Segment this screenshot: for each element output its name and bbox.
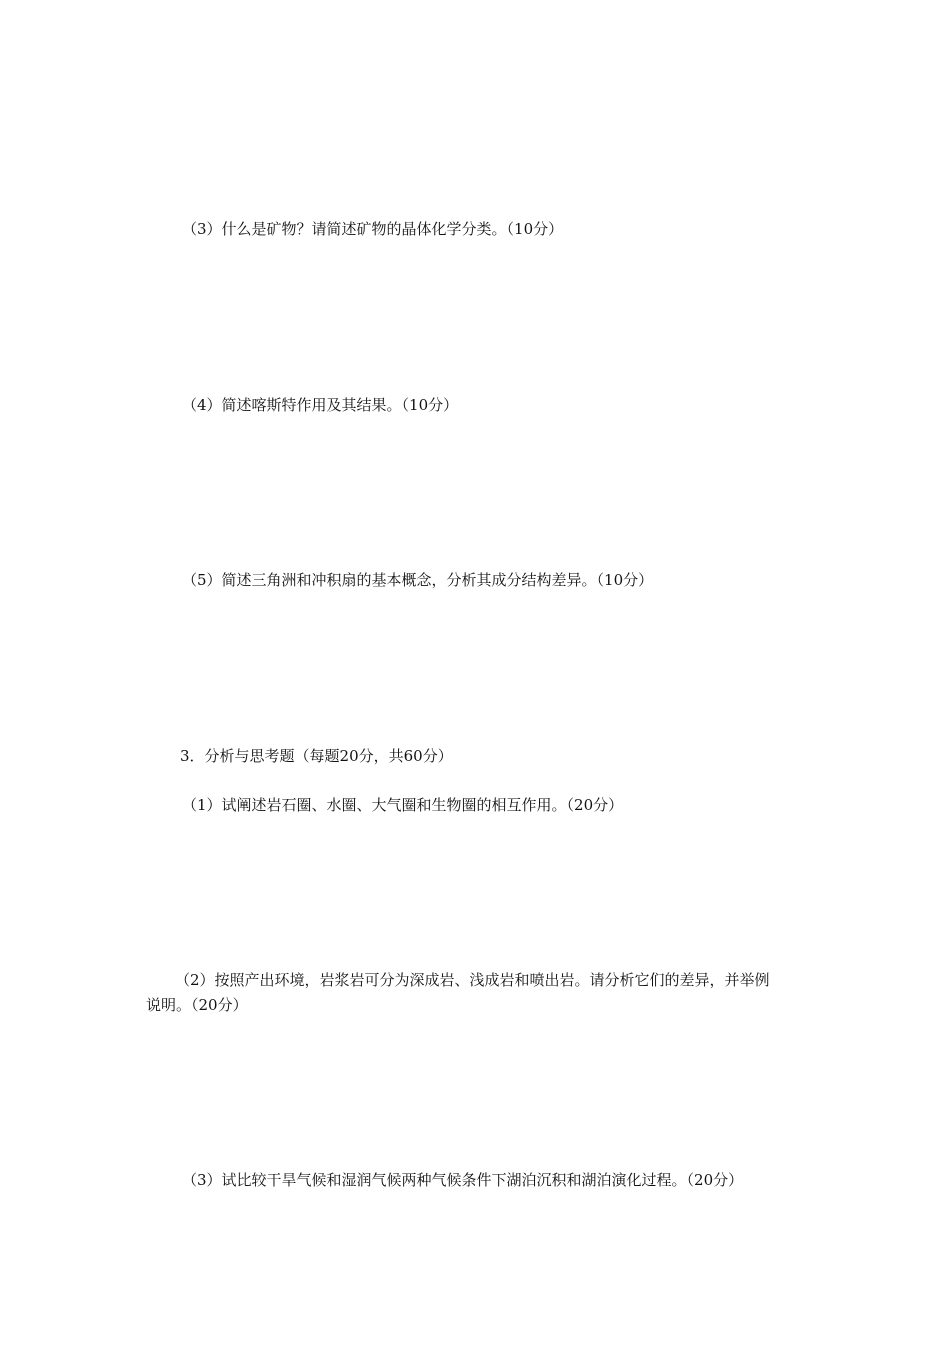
question-2-5: （5）简述三角洲和冲积扇的基本概念，分析其成分结构差异。（10分） (182, 571, 654, 589)
question-3-3: （3）试比较干旱气候和湿润气候两种气候条件下湖泊沉积和湖泊演化过程。（20分） (182, 1171, 744, 1189)
question-2-3: （3）什么是矿物？请简述矿物的晶体化学分类。（10分） (182, 220, 564, 238)
section-3-heading: 3．分析与思考题（每题20分，共60分） (180, 747, 453, 765)
question-3-2-line-1: （2）按照产出环境，岩浆岩可分为深成岩、浅成岩和喷出岩。请分析它们的差异，并举例 (175, 971, 770, 989)
question-3-1: （1）试阐述岩石圈、水圈、大气圈和生物圈的相互作用。（20分） (182, 796, 624, 814)
question-2-4: （4）简述喀斯特作用及其结果。（10分） (182, 396, 459, 414)
question-3-2-line-2: 说明。（20分） (146, 996, 248, 1014)
